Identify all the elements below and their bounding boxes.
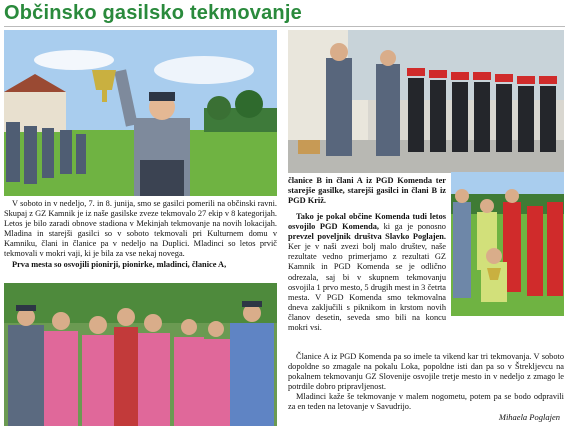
- photo-group: [4, 283, 277, 426]
- article-column-1: [4, 199, 277, 270]
- article-column-3: [288, 212, 446, 333]
- article-title: Občinsko gasilsko tekmovanje: [4, 2, 302, 24]
- photo-team-lineup: [288, 30, 564, 173]
- title-divider: [4, 26, 565, 27]
- paragraph-intro: V soboto in v nedeljo, 7. in 8. junija, smo se gasilci pomerili na občinski ravni. Skupaj z GZ Kamnik je iz naše gasilske zveze tekmovalo 27 ekip v 8 kategorijah. Letos je bilo zaradi obnove stadiona v Mekinjah tekmovanje na novih lokacijah. Mladina in starejši gasilci so v soboto tekmovali pri Kulturnem domu v Kamniku, člani in članice pa v nedeljo na Duplici. Mladinci so letos prvič tekmovali v mokri vaji, ki je bila za vse nekaj novega.: [4, 199, 277, 259]
- pokal-mid: ki ga je ponosno: [378, 222, 446, 232]
- paragraph-results-cont: članice B in člani A iz PGD Komenda ter starejše gasilke, starejši gasilci in člani B iz PGD Križ.: [288, 176, 446, 206]
- photo-trophy-raise: [4, 30, 277, 196]
- pokal-rest: Ker je v naši zvezi bolj malo društev, naše rezultate vedno primerjamo z rezultati GZ Kamnik in PGD Komenda se je odlično odrezala, saj bi v skupnem tekmovanju osvojila 1 prvo mesto, 5 drugih mest in 3 četrta mesta. V PGD Komenda smo tekmovalna dneva zaključili s piknikom in krstom novih članov desetin, seveda smo bili na koncu mokri vsi.: [288, 242, 446, 333]
- paragraph-youth-plans: Mladinci kaže še tekmovanje v malem nogometu, potem pa se bodo odpravili za en teden na letovanje v Savudrijo.: [288, 392, 564, 412]
- article-column-2: [288, 176, 446, 206]
- author-byline: Mihaela Poglajen: [498, 412, 560, 422]
- pokal-lead: Tako je pokal občine Komenda tudi letos osvojilo PGD Komenda,: [288, 212, 446, 232]
- photo-youth-team: [451, 172, 564, 316]
- paragraph-results-start: Prva mesta so osvojili pionirji, pionirke, mladinci, članice A,: [12, 259, 227, 269]
- article-column-4: [288, 352, 564, 413]
- paragraph-women-team: Članice A iz PGD Komenda pa so imele ta vikend kar tri tekmovanja. V soboto dopoldne so zmagale na pokalu Loka, popoldne isti dan pa so v Štrekljevcu na pokalnem tekmovanju GZ Slovenije osvojile tretje mesto in v nedeljo z zmago le potrdile dobro pripravljenost.: [288, 352, 564, 392]
- pokal-commander: prevzel poveljnik društva Slavko Poglajen.: [288, 232, 446, 242]
